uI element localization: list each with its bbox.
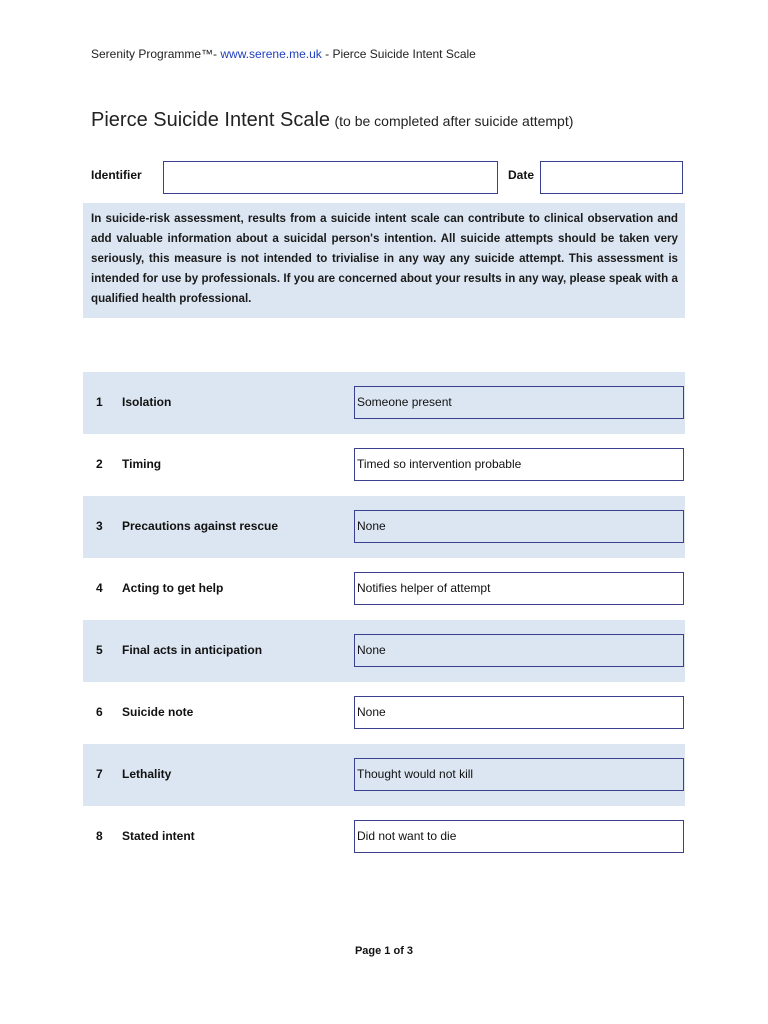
identifier-field[interactable] <box>163 161 498 194</box>
item-number: 6 <box>96 705 103 719</box>
item-row <box>83 434 685 496</box>
item-label: Lethality <box>122 767 172 781</box>
item-answer-field[interactable]: Notifies helper of attempt <box>354 572 684 605</box>
document-title <box>91 109 573 132</box>
title-subtitle: (to be completed after suicide attempt) <box>334 113 574 129</box>
item-row <box>83 682 685 744</box>
item-number: 1 <box>96 395 103 409</box>
page-number: Page 1 of 3 <box>354 945 414 957</box>
item-answer-field[interactable]: Did not want to die <box>354 820 684 853</box>
item-label: Acting to get help <box>122 581 224 595</box>
item-answer-field[interactable]: None <box>354 510 684 543</box>
item-label: Precautions against rescue <box>122 519 279 533</box>
identifier-label: Identifier <box>91 168 142 182</box>
header-suffix: - Pierce Suicide Intent Scale <box>325 47 476 61</box>
website-link[interactable]: www.serene.me.uk <box>220 47 322 61</box>
intro-paragraph: In suicide-risk assessment, results from a suicide intent scale can contribute to clinical observation and add valuable information about a suicidal person's intention. All suicide attempts should be taken very seriously, this measure is not intended to trivialise in any way any suicide attempt. This assessment is intended for use by professionals. If you are concerned about your results in any way, please speak with a qualified health professional. <box>83 203 685 318</box>
item-row <box>83 558 685 620</box>
header-prefix: Serenity Programme™- <box>91 47 218 61</box>
item-answer-field[interactable]: Timed so intervention probable <box>354 448 684 481</box>
item-number: 2 <box>96 457 103 471</box>
item-answer-field[interactable]: Thought would not kill <box>354 758 684 791</box>
item-row <box>83 372 685 434</box>
item-row <box>83 806 685 868</box>
item-label: Timing <box>122 457 162 471</box>
item-row <box>83 496 685 558</box>
item-label: Stated intent <box>122 829 195 843</box>
item-row <box>83 744 685 806</box>
item-row <box>83 620 685 682</box>
item-number: 3 <box>96 519 103 533</box>
items-table <box>83 372 685 868</box>
item-number: 8 <box>96 829 103 843</box>
item-label: Final acts in anticipation <box>122 643 263 657</box>
item-label: Suicide note <box>122 705 194 719</box>
item-label: Isolation <box>122 395 172 409</box>
item-answer-field[interactable]: Someone present <box>354 386 684 419</box>
item-answer-field[interactable]: None <box>354 634 684 667</box>
date-field[interactable] <box>540 161 683 194</box>
page-header <box>91 47 476 61</box>
date-label: Date <box>508 168 535 182</box>
title-main: Pierce Suicide Intent Scale <box>91 109 331 131</box>
item-number: 7 <box>96 767 103 781</box>
item-number: 5 <box>96 643 103 657</box>
item-answer-field[interactable]: None <box>354 696 684 729</box>
item-number: 4 <box>96 581 103 595</box>
